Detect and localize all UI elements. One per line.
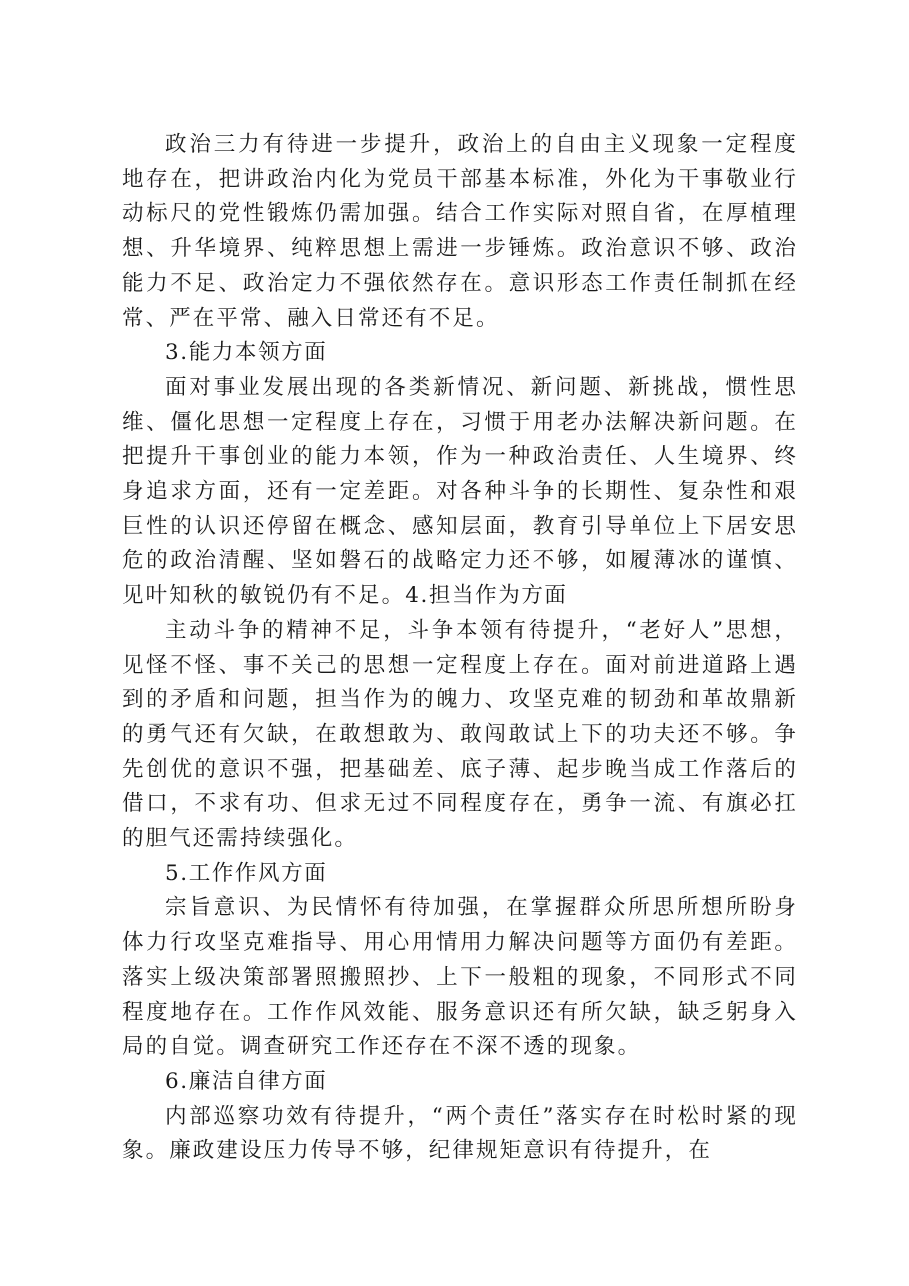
section-heading-ability: 3.能力本领方面 <box>165 340 328 366</box>
section-heading-responsibility: 4.担当作为方面 <box>405 583 568 609</box>
paragraph-work-style: 宗旨意识、为民情怀有待加强，在掌握群众所思所想所盼身体力行攻坚克难指导、用心用情用力解决问题等方面仍有差距。落实上级决策部署照搬照抄、上下一般粗的现象，不同形式不同程度地存在。工作作风效能、服务意识还有所欠缺，缺乏躬身入局的自觉。调查研究工作还存在不深不透的现象。 <box>122 895 798 1060</box>
paragraph-political-ability: 政治三力有待进一步提升，政治上的自由主义现象一定程度地存在，把讲政治内化为党员干部基本标准，外化为干事敬业行动标尺的党性锻炼仍需加强。结合工作实际对照自省，在厚植理想、升华境界、纯粹思想上需进一步锤炼。政治意识不够、政治能力不足、政治定力不强依然存在。意识形态工作责任制抓在经常、严在平常、融入日常还有不足。 <box>122 132 798 331</box>
paragraph-responsibility: 主动斗争的精神不足，斗争本领有待提升，“老好人”思想，见怪不怪、事不关己的思想一定程度上存在。面对前进道路上遇到的矛盾和问题，担当作为的魄力、攻坚克难的韧劲和革故鼎新的勇气还有欠缺，在敢想敢为、敢闯敢试上下的功夫还不够。争先创优的意识不强，把基础差、底子薄、起步晚当成工作落后的借口，不求有功、但求无过不同程度存在，勇争一流、有旗必扛的胆气还需持续强化。 <box>122 617 798 852</box>
document-body <box>122 128 798 1169</box>
paragraph-integrity: 内部巡察功效有待提升，“两个责任”落实存在时松时紧的现象。廉政建设压力传导不够，纪律规矩意识有待提升，在 <box>122 1103 798 1164</box>
section-heading-work-style: 5.工作作风方面 <box>165 860 328 886</box>
section-heading-integrity: 6.廉洁自律方面 <box>165 1068 328 1094</box>
paragraph-ability-text: 面对事业发展出现的各类新情况、新问题、新挑战，惯性思维、僵化思想一定程度上存在，习惯于用老办法解决新问题。在把提升干事创业的能力本领，作为一种政治责任、人生境界、终身追求方面，还有一定差距。对各种斗争的长期性、复杂性和艰巨性的认识还停留在概念、感知层面，教育引导单位上下居安思危的政治清醒、坚如磐石的战略定力还不够，如履薄冰的谨慎、见叶知秋的敏锐仍有不足。 <box>122 374 798 609</box>
paragraph-ability <box>122 371 798 614</box>
